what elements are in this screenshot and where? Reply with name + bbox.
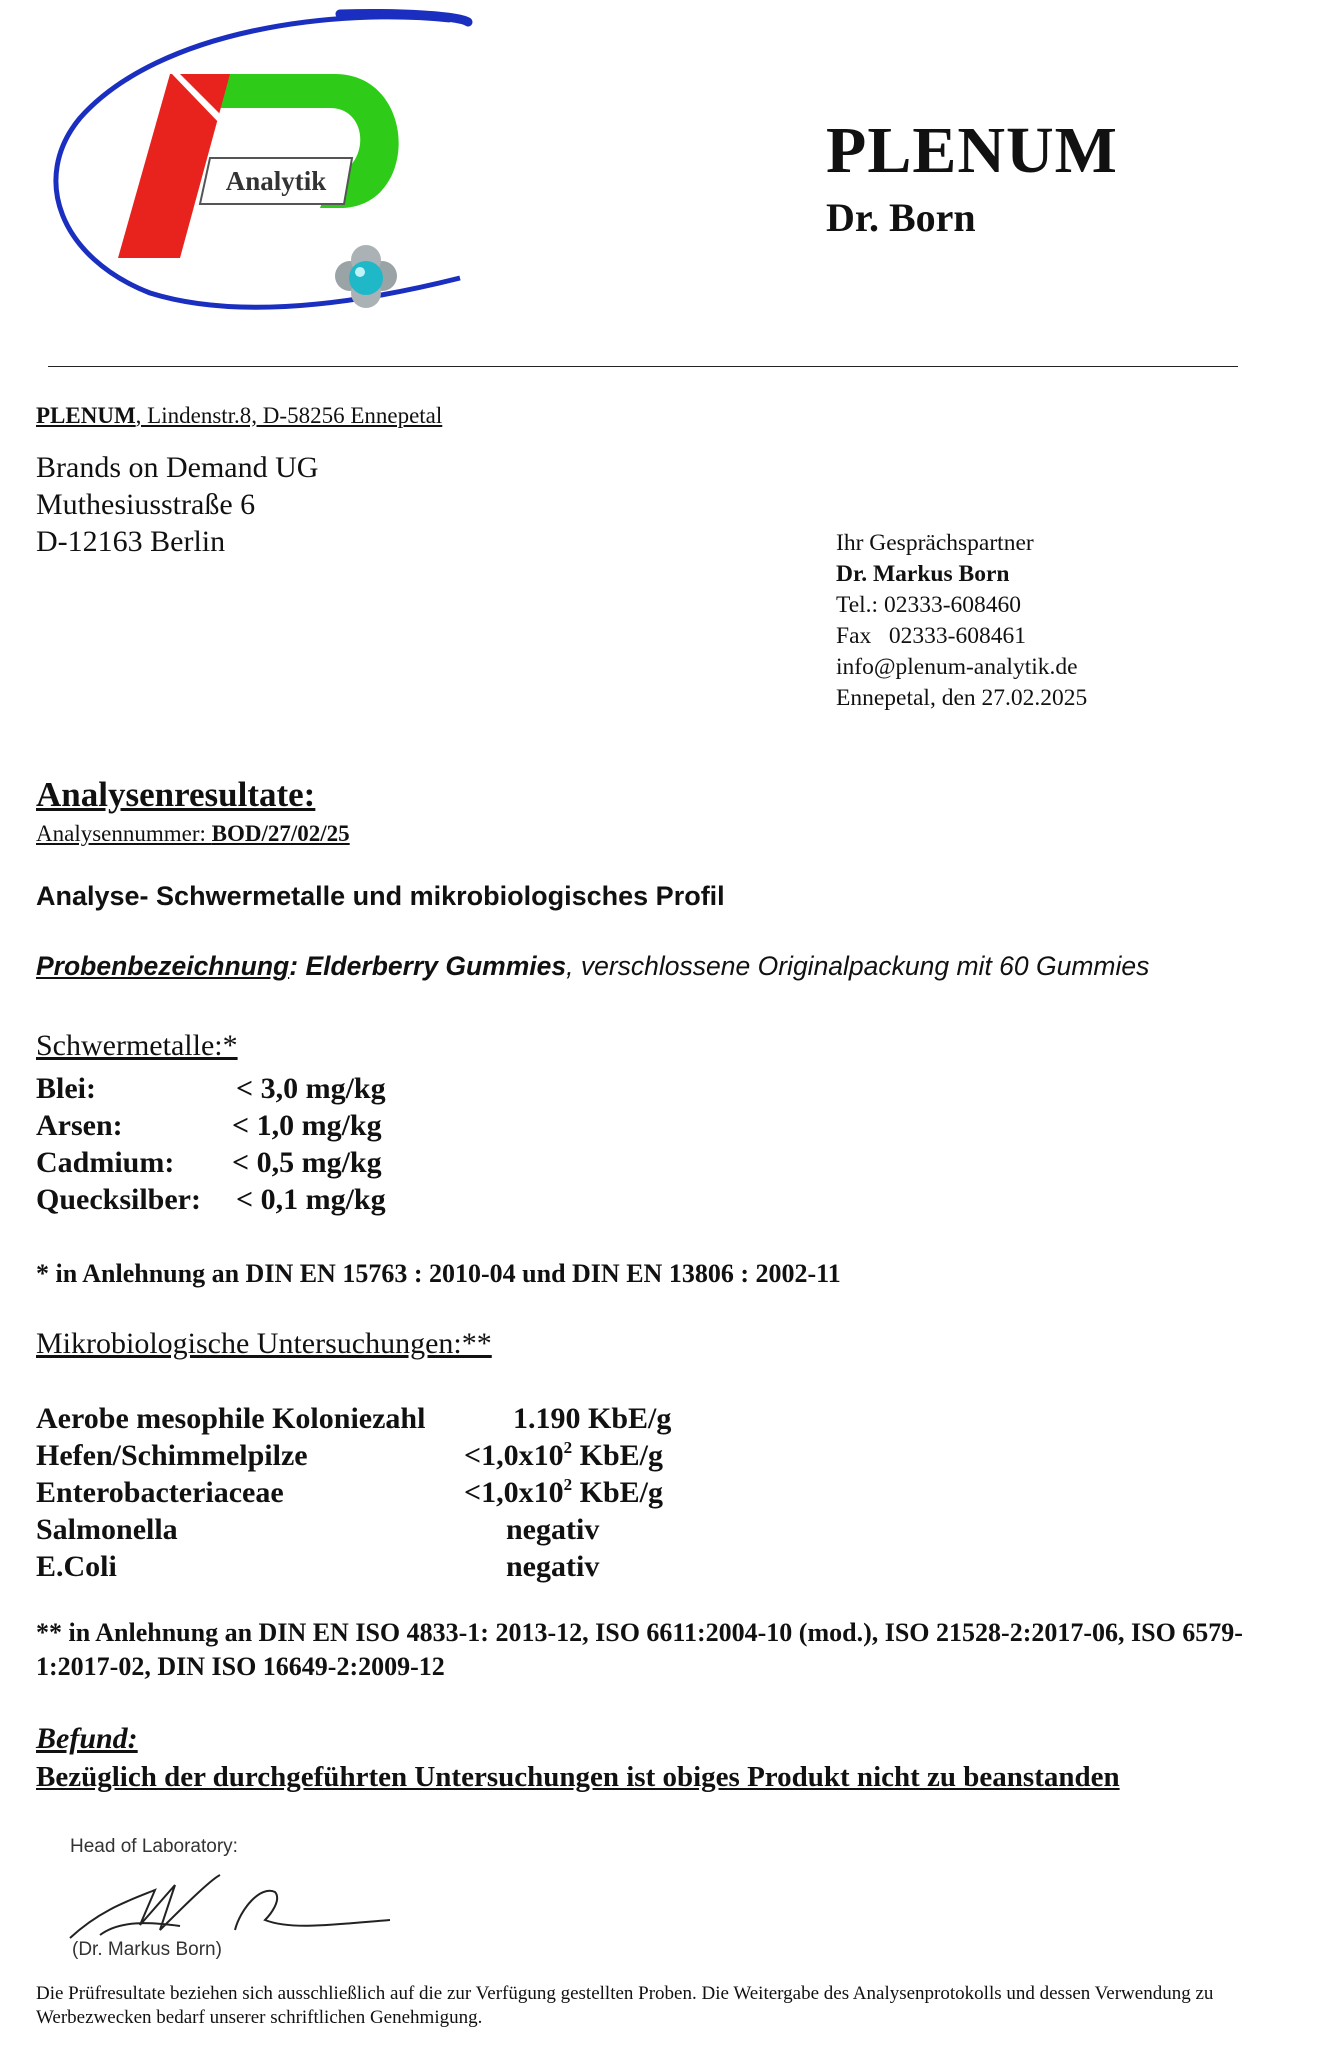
metal-label: Cadmium:: [36, 1146, 175, 1179]
metal-label: Quecksilber:: [36, 1183, 201, 1216]
micro-heading: Mikrobiologische Untersuchungen:**: [36, 1327, 492, 1360]
micro-value-base: <1,0x10: [464, 1476, 564, 1509]
analysis-subject: Analyse- Schwermetalle und mikrobiologisches Profil: [36, 881, 725, 911]
contact-block: [836, 528, 1087, 714]
metal-value: < 1,0 mg/kg: [232, 1109, 382, 1142]
micro-value-base: <1,0x10: [464, 1439, 564, 1472]
metal-value: < 0,5 mg/kg: [232, 1146, 382, 1179]
sender-address: , Lindenstr.8, D-58256 Ennepetal: [135, 403, 443, 428]
micro-value: 1.190 KbE/g: [513, 1402, 672, 1435]
contact-label: Ihr Gesprächspartner: [836, 530, 1034, 556]
micro-note: ** in Anlehnung an DIN EN ISO 4833-1: 2013-12, ISO 6611:2004-10 (mod.), ISO 21528-2:2017-06, ISO 6579-1:2017-02, DIN ISO 16649-2:2009-12: [36, 1618, 1243, 1681]
micro-value: [464, 1437, 663, 1474]
signature-title: Head of Laboratory:: [70, 1836, 238, 1857]
metal-label: Blei:: [36, 1072, 96, 1105]
micro-value-exponent: 2: [563, 1475, 573, 1494]
micro-label: Enterobacteriaceae: [36, 1476, 284, 1509]
footer-disclaimer: Die Prüfresultate beziehen sich ausschließlich auf die zur Verfügung gestellten Proben. Die Weitergabe des Analysenprotokolls und dessen Verwendung zu Werbezwecken bedarf unserer schriftlichen Genehmigung.: [36, 1983, 1214, 2028]
micro-value: negativ: [506, 1550, 600, 1583]
company-doctor: Dr. Born: [826, 195, 976, 240]
contact-place-date: Ennepetal, den 27.02.2025: [836, 685, 1088, 711]
sender-line: [36, 402, 442, 430]
signature-name: (Dr. Markus Born): [72, 1939, 222, 1960]
header-divider: [48, 366, 1238, 367]
finding-label: Befund:: [36, 1722, 138, 1755]
heavy-metals-note: * in Anlehnung an DIN EN 15763 : 2010-04 und DIN EN 13806 : 2002-11: [36, 1259, 841, 1288]
contact-email: info@plenum-analytik.de: [836, 654, 1078, 680]
analysis-number: [36, 820, 350, 848]
metal-value: < 0,1 mg/kg: [236, 1183, 386, 1216]
micro-label: Aerobe mesophile Koloniezahl: [36, 1402, 426, 1435]
recipient-address: [36, 449, 318, 560]
sample-designation: [36, 951, 1149, 983]
sample-description: , verschlossene Originalpackung mit 60 Gummies: [566, 951, 1150, 981]
micro-value: [464, 1474, 663, 1511]
sample-colon: :: [289, 951, 306, 981]
metal-label: Arsen:: [36, 1109, 123, 1142]
micro-value-exponent: 2: [563, 1438, 573, 1457]
micro-value-unit: KbE/g: [572, 1476, 663, 1509]
micro-label: E.Coli: [36, 1550, 117, 1583]
plenum-analytik-logo: [40, 8, 480, 338]
sample-product: Elderberry Gummies: [305, 951, 567, 981]
analysis-number-label: Analysennummer:: [36, 821, 212, 846]
recipient-line: D-12163 Berlin: [36, 525, 226, 558]
heavy-metals-heading: Schwermetalle:*: [36, 1029, 238, 1062]
micro-value-unit: KbE/g: [572, 1439, 663, 1472]
contact-fax: Fax 02333-608461: [836, 623, 1026, 649]
recipient-line: Brands on Demand UG: [36, 451, 319, 484]
contact-tel: Tel.: 02333-608460: [836, 592, 1022, 618]
recipient-line: Muthesiusstraße 6: [36, 488, 256, 521]
contact-person: Dr. Markus Born: [836, 561, 1010, 587]
company-name: PLENUM: [826, 114, 1118, 187]
micro-value: negativ: [506, 1513, 600, 1546]
finding-text: Bezüglich der durchgeführten Untersuchungen ist obiges Produkt nicht zu beanstanden: [36, 1761, 1120, 1793]
analysis-number-value: BOD/27/02/25: [211, 821, 350, 846]
sample-label: Probenbezeichnung: [36, 951, 290, 981]
metal-value: < 3,0 mg/kg: [236, 1072, 386, 1105]
micro-label: Salmonella: [36, 1513, 178, 1546]
signature-scribble: [70, 1875, 390, 1938]
results-title: Analysenresultate:: [36, 775, 316, 814]
micro-label: Hefen/Schimmelpilze: [36, 1439, 308, 1472]
sender-name: PLENUM: [36, 403, 136, 428]
logo-text: Analytik: [225, 166, 327, 196]
signature-block: [60, 1830, 400, 1960]
